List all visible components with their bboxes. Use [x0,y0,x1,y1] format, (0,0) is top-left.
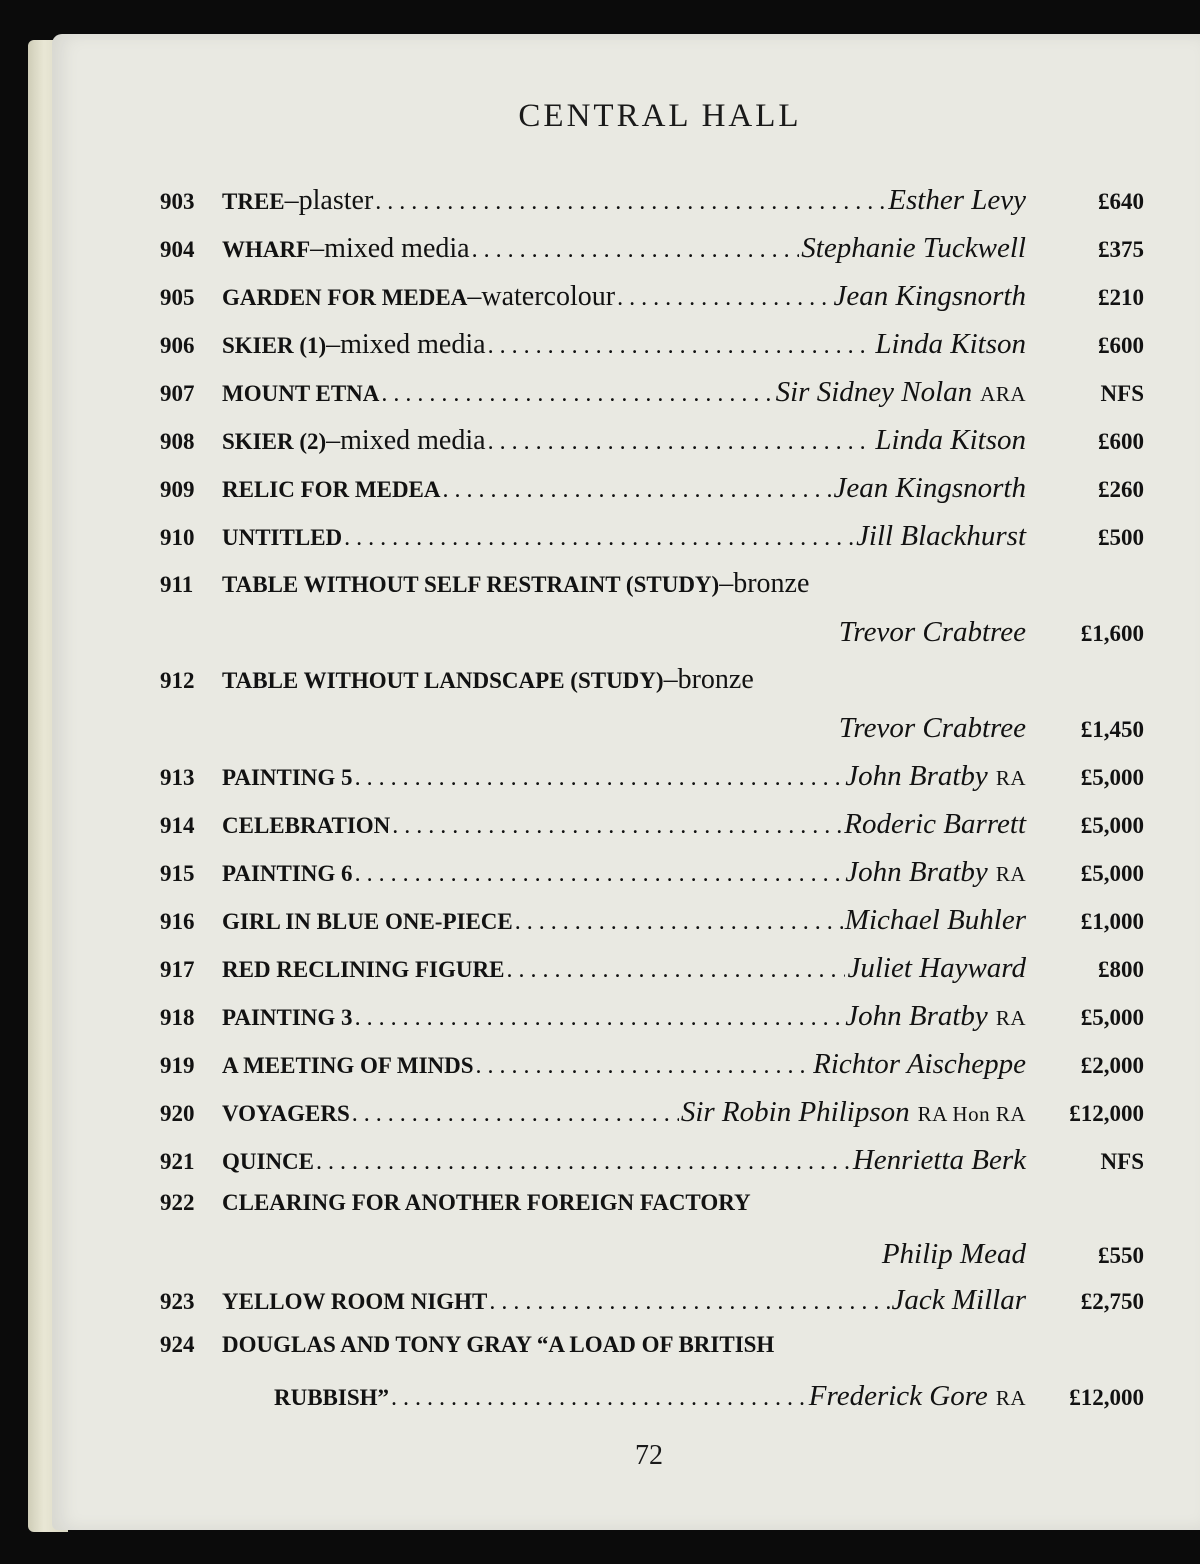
entry-924 [160,1332,1144,1372]
entry-medium: watercolour [481,281,616,312]
entry-price: £5,000 [1080,861,1144,886]
entry-number: 922 [160,1190,195,1215]
entry-916 [160,904,1144,944]
entry-907 [160,376,1144,416]
dot-leader [355,861,844,888]
entry-price: £1,600 [1080,621,1144,646]
dot-leader [617,285,831,312]
entry-number: 904 [160,237,195,262]
entry-title: UNTITLED [222,525,343,550]
dot-leader [375,189,886,216]
entry-title: TABLE WITHOUT SELF RESTRAINT (STUDY) [222,572,720,597]
entry-912 [160,664,1144,704]
entry-separator: – [284,185,299,216]
entry-price: £210 [1098,285,1144,310]
entry-title: DOUGLAS AND TONY GRAY “A LOAD OF BRITISH [222,1332,775,1357]
entry-artist: Michael Buhler [844,904,1026,936]
entry-honours: RA [995,766,1026,790]
entry-number: 914 [160,813,195,838]
entry-919 [160,1048,1144,1088]
entry-number: 911 [160,572,194,597]
entry-medium: plaster [298,185,374,216]
entry-904 [160,232,1144,272]
entry-number: 903 [160,189,195,214]
entry-artist: Frederick Gore [808,1380,988,1412]
entry-price: £640 [1098,189,1144,214]
entry-title: YELLOW ROOM NIGHT [222,1289,488,1314]
entry-910 [160,520,1144,560]
entry-number: 924 [160,1332,195,1357]
dot-leader [316,1149,851,1176]
page-number: 72 [635,1440,663,1471]
entry-924-artist-line [160,1380,1144,1420]
dot-leader [472,237,800,264]
entry-number: 918 [160,1005,195,1030]
entry-artist: Linda Kitson [875,328,1026,360]
dot-leader [392,813,842,840]
entry-price: £1,450 [1080,717,1144,742]
entry-artist: Sir Robin Philipson [680,1096,910,1128]
entry-title: RED RECLINING FIGURE [222,957,505,982]
entry-number: 917 [160,957,195,982]
entry-artist: Stephanie Tuckwell [801,232,1026,264]
entry-price: £2,750 [1080,1289,1144,1314]
entry-artist: Sir Sidney Nolan [775,376,973,408]
page-title: CENTRAL HALL [518,98,802,134]
dot-leader [515,909,843,936]
entry-price: £600 [1098,333,1144,358]
entry-number: 910 [160,525,195,550]
entry-number: 908 [160,429,195,454]
entry-artist: Henrietta Berk [852,1144,1026,1176]
entry-923 [160,1284,1144,1324]
entry-price: £1,000 [1080,909,1144,934]
entry-number: 920 [160,1101,195,1126]
dot-leader [355,1005,844,1032]
entry-918 [160,1000,1144,1040]
entry-price: £800 [1098,957,1144,982]
entry-915 [160,856,1144,896]
entry-price: £12,000 [1069,1385,1144,1410]
entry-artist: Philip Mead [881,1238,1026,1270]
dot-leader [355,765,844,792]
dot-leader [476,1053,812,1080]
entry-number: 915 [160,861,195,886]
entry-title: TABLE WITHOUT LANDSCAPE (STUDY) [222,668,664,693]
entry-914 [160,808,1144,848]
entry-honours: RA Hon RA [917,1102,1026,1126]
entry-artist: Jean Kingsnorth [833,472,1026,504]
entry-title: MOUNT ETNA [222,381,380,406]
entry-908 [160,424,1144,464]
entry-honours: RA [995,1386,1026,1410]
entry-medium: bronze [733,568,810,599]
entry-905 [160,280,1144,320]
entry-title: SKIER (1) [222,333,327,358]
entry-price: £5,000 [1080,1005,1144,1030]
entry-separator: – [467,281,482,312]
entry-artist: Esther Levy [888,184,1026,216]
entry-artist: Jean Kingsnorth [833,280,1026,312]
entry-price: £500 [1098,525,1144,550]
entry-912-artist-line [160,712,1144,752]
entry-price: £12,000 [1069,1101,1144,1126]
entry-artist: Roderic Barrett [844,808,1026,840]
entry-price: NFS [1100,1149,1144,1174]
entry-913 [160,760,1144,800]
entry-number: 906 [160,333,195,358]
entry-title: PAINTING 3 [222,1005,353,1030]
entry-number: 913 [160,765,195,790]
entry-artist: Trevor Crabtree [838,712,1026,744]
entry-separator: – [719,568,734,599]
entry-title: QUINCE [222,1149,315,1174]
entry-artist: John Bratby [845,1000,988,1032]
entry-number: 919 [160,1053,195,1078]
entry-honours: ARA [980,382,1026,406]
entry-921 [160,1144,1144,1184]
entry-artist: John Bratby [845,760,988,792]
entry-price: £375 [1098,237,1144,262]
dot-leader [443,477,832,504]
entry-medium: mixed media [324,233,470,264]
entry-title: SKIER (2) [222,429,327,454]
entry-title: CELEBRATION [222,813,391,838]
entry-922 [160,1190,1144,1230]
entry-price: NFS [1100,381,1144,406]
entry-artist: Juliet Hayward [847,952,1026,984]
dot-leader [488,333,874,360]
entry-number: 916 [160,909,195,934]
entry-title: PAINTING 6 [222,861,353,886]
entry-price: £2,000 [1080,1053,1144,1078]
entry-artist: Richtor Aischeppe [813,1048,1026,1080]
dot-leader [488,429,874,456]
entry-title: TREE [222,189,285,214]
entry-911 [160,568,1144,608]
entry-922-artist-line [160,1238,1144,1278]
dot-leader [344,525,854,552]
entry-honours: RA [995,862,1026,886]
entry-title: RELIC FOR MEDEA [222,477,441,502]
entry-number: 907 [160,381,195,406]
entry-906 [160,328,1144,368]
entry-medium: mixed media [340,425,486,456]
entry-separator: – [663,664,678,695]
entry-artist: Jack Millar [891,1284,1026,1316]
entry-911-artist-line [160,616,1144,656]
entry-artist: John Bratby [845,856,988,888]
entry-number: 912 [160,668,195,693]
entry-separator: – [310,233,325,264]
entry-separator: – [326,329,341,360]
entry-separator: – [326,425,341,456]
entry-artist: Trevor Crabtree [838,616,1026,648]
dot-leader [506,957,845,984]
entry-917 [160,952,1144,992]
entry-title: VOYAGERS [222,1101,350,1126]
entry-medium: mixed media [340,329,486,360]
entry-920 [160,1096,1144,1136]
entry-title-continued: RUBBISH” [274,1385,390,1410]
entry-title: PAINTING 5 [222,765,353,790]
entry-medium: bronze [677,664,754,695]
entry-title: WHARF [222,237,311,262]
entry-price: £600 [1098,429,1144,454]
entry-number: 923 [160,1289,195,1314]
entry-title: GARDEN FOR MEDEA [222,285,468,310]
entry-title: CLEARING FOR ANOTHER FOREIGN FACTORY [222,1190,751,1215]
entry-number: 909 [160,477,195,502]
entry-903 [160,184,1144,224]
dot-leader [381,381,773,408]
entry-number: 921 [160,1149,195,1174]
entry-price: £5,000 [1080,813,1144,838]
entry-honours: RA [995,1006,1026,1030]
entry-price: £260 [1098,477,1144,502]
entry-price: £550 [1098,1243,1144,1268]
entry-artist: Linda Kitson [875,424,1026,456]
entry-title: A MEETING OF MINDS [222,1053,474,1078]
entry-number: 905 [160,285,195,310]
dot-leader [489,1289,889,1316]
entry-artist: Jill Blackhurst [856,520,1026,552]
dot-leader [352,1101,679,1128]
entry-909 [160,472,1144,512]
entry-price: £5,000 [1080,765,1144,790]
dot-leader [391,1385,807,1412]
entry-title: GIRL IN BLUE ONE-PIECE [222,909,513,934]
